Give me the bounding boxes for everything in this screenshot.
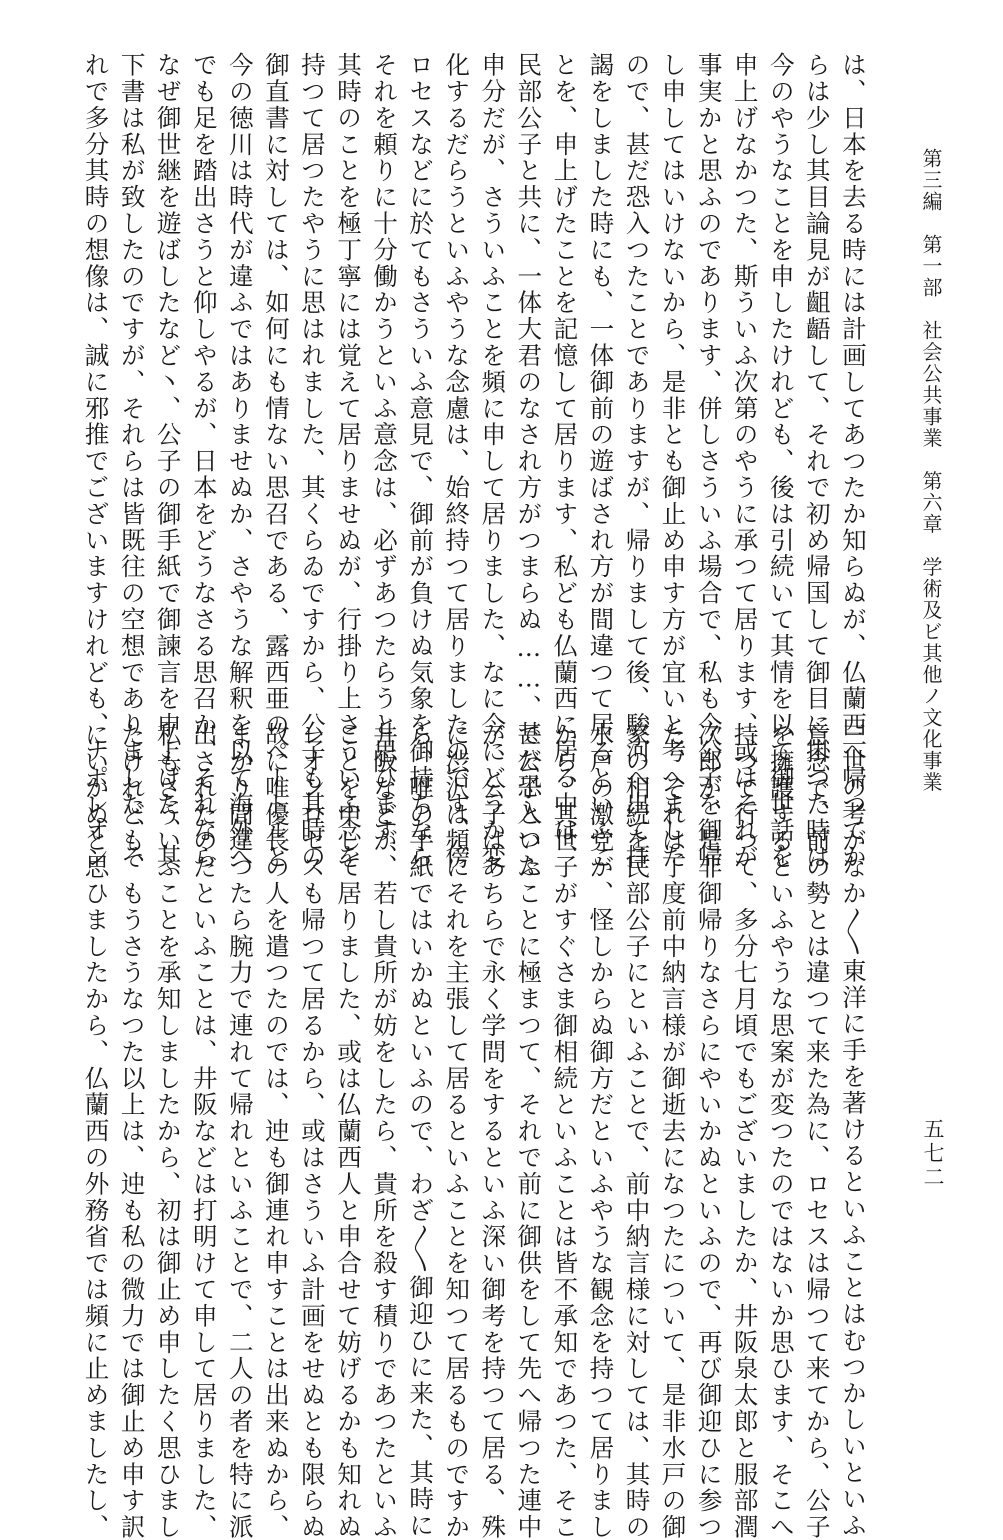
text-line: から、其世子がすぐさま御相続といふことは皆不承知であつた、そこ: [550, 722, 580, 1540]
text-line: 意念で、前の勢とは違つて来た為に、ロセスは帰つて来てから、公子: [802, 722, 832, 1540]
text-line: 其時のことを極丁寧には覚えて居りませぬが、行掛り上さういふ念を: [334, 52, 364, 871]
text-line: でも足を踏出さうと仰しやるが、日本をどうなさる思召か、それなら: [189, 52, 219, 871]
text-line: なぜ御世継を遊ばしたなど丶、公子の御手紙で御諫言を申上げた、其: [153, 52, 183, 871]
text-line: 下書は私が致したのですが、それらは皆既往の空想でありました、そ: [117, 52, 147, 871]
text-line: それを頼りに十分働かうといふ意念は、必ずあつたらうと思ひます、: [370, 52, 400, 871]
text-block-lower: [81, 722, 868, 1540]
text-line: 家の相続を民部公子にといふことで、前中納言様に対しては、其時の: [622, 722, 652, 1540]
text-line: 申分だが、さういふことを頻に申して居りました、なに今にどうか変: [478, 52, 508, 871]
text-line: た、それは丁度前中納言様が御逝去になつたについて、是非水戸の御: [658, 722, 688, 1540]
text-line: 持つて行つて、多分七月頃でもございましたか、井阪泉太郎と服部潤: [730, 722, 760, 1540]
text-line: で公子といふことに極まつて、それで前に御供をして先へ帰つた連中: [514, 722, 544, 1540]
text-line: らは少し其目論見が齟齬して、それで初め帰国して御目に掛つた時は: [802, 52, 832, 871]
running-header: 第三編 第一部 社会公共事業 第六章 学術及ビ其他ノ文化事業: [919, 148, 943, 793]
text-line: にいかぬと思ひましたから、仏蘭西の外務省では頻に止めましたし、: [81, 722, 111, 1540]
text-line: に渋沢は頻にそれを主張して居るといふことを知つて居るものですか: [442, 722, 472, 1540]
text-line: まかり間違つたら腕力で連れて帰れといふことで、二人の者を特に派: [225, 722, 255, 1540]
text-line: ことを申して居りました、或は仏蘭西人と申合せて妨げるかも知れぬ: [334, 722, 364, 1540]
text-line: 今の徳川は時代が違ふではありませぬか、さやうな解釈を以て海外へ: [225, 52, 255, 871]
page-number: 五七二: [921, 1118, 945, 1190]
text-line: は、日本を去る時には計画してあつたか知らぬが、仏蘭西へ帰つてか: [838, 52, 868, 871]
text-line: が、公子はあちらで永く学問をするといふ深い御考を持つて居る、殊: [478, 722, 508, 1540]
text-line: 御直書に対しては、如何にも情ない思召である、露西亜のペートルと: [261, 52, 291, 871]
text-line: 次郎が、是非御帰りなさらにやいかぬといふので、再び御迎ひに参つ: [694, 722, 724, 1540]
text-line: 民部公子と共に、一体大君のなされ方がつまらぬ……、甚だ恐入つた: [514, 52, 544, 880]
text-line: 三世の考がなか〳〵東洋に手を著けるといふことはむつかしいといふ: [838, 722, 868, 1539]
text-line: 井阪などが、若し貴所が妨をしたら、貴所を殺す積りであつたといふ: [370, 722, 400, 1540]
text-line: 水戸の激党が、怪しからぬ御方だといふやうな観念を持つて居りまし: [586, 722, 616, 1540]
text-line: し申してはいけないから、是非とも御止め申す方が宜いと考へました: [658, 52, 688, 871]
text-block-upper: [81, 52, 868, 880]
text-line: を擁護するといふやうな思案が変つたのではないか思ひます、そこへ: [766, 722, 796, 1540]
text-line: 今のやうなことを申したけれども、後は引続いて其情を以て御世話を: [766, 52, 796, 871]
text-line: ロセスなどに於てもさういふ意見で、御前が負けぬ気象を御持ちなら: [406, 52, 436, 871]
text-line: 事実かと思ふのであります、併しさういふ場合で、私も今公子を御帰: [694, 52, 724, 871]
text-line: 私もさういふことを承知しましたから、初は御止め申したく思ひまし: [153, 722, 183, 1540]
text-line: ので、甚だ恐入つたことでありますが、帰りまして後、駿河へ出て拝: [622, 52, 652, 871]
text-line: ら、唯の手紙ではいかぬといふので、わざ〳〵御迎ひに来た、其時に: [406, 722, 436, 1539]
text-line: 出されたのだといふことは、井阪などは打明けて申して居りました、: [189, 722, 219, 1540]
text-line: 謁をしました時にも、一体御前の遊ばされ方が間違つて居るといふこ: [586, 52, 616, 871]
text-line: 申上げなかつた、斯ういふ次第のやうに承つて居ります、或はそれが: [730, 52, 760, 871]
text-line: 化するだらうといふやうな念慮は、始終持つて居りましたのです、傍: [442, 52, 472, 871]
text-line: レオンロセスも帰つて居るから、或はさういふ計画をせぬとも限らぬ: [297, 722, 327, 1540]
text-line: れで多分其時の想像は、誠に邪推でございますけれども、ナポレオン: [81, 52, 111, 871]
text-line: たけれども、もうさうなつた以上は、迚も私の微力では御止め申す訳: [117, 722, 147, 1540]
text-line: とを、申上げたことを記憶して居ります、私ども仏蘭西に居る中は、: [550, 52, 580, 871]
text-line: 故に唯優長の人を遣つたのでは、迚も御連れ申すことは出来ぬから、: [261, 722, 291, 1540]
text-line: 持つて居つたやうに思はれました、其くらゐですから、公子も其時の: [297, 52, 327, 871]
